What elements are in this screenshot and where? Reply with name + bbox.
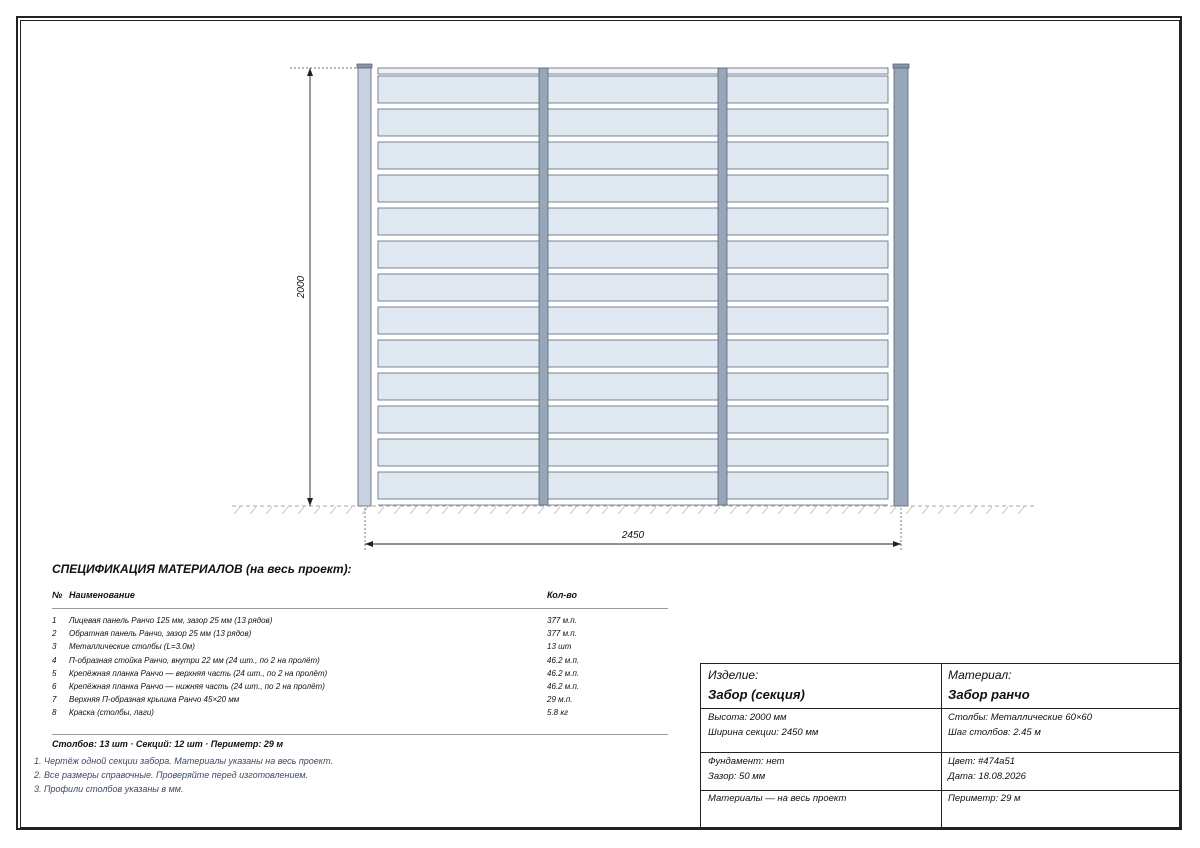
- spec-row-no: 3: [52, 642, 57, 652]
- ground-hatch: [666, 507, 672, 514]
- right-post: [894, 68, 908, 506]
- table-row: [52, 614, 668, 627]
- spec-row-qty: 13 шт: [547, 642, 572, 652]
- arrow-up-icon: [307, 68, 313, 76]
- spec-row-name: Краска (столбы, лаги): [69, 708, 154, 718]
- perimeter-value: Периметр: 29 м: [948, 793, 1021, 804]
- ground-hatch: [810, 507, 816, 514]
- spec-row-no: 7: [52, 695, 57, 705]
- note-item: 3. Профили столбов указаны в мм.: [34, 784, 184, 794]
- spec-row-no: 2: [52, 629, 57, 639]
- spec-row-no: 6: [52, 681, 57, 691]
- ground-hatch: [938, 507, 944, 514]
- ground-hatch: [730, 507, 736, 514]
- ground-hatch: [554, 507, 560, 514]
- panel-board: [378, 439, 888, 466]
- panel-board: [378, 340, 888, 367]
- ground-hatch: [586, 507, 592, 514]
- ground-hatch: [954, 507, 960, 514]
- table-row: [52, 654, 668, 667]
- ground-hatch: [650, 507, 656, 514]
- ground-hatch: [922, 507, 928, 514]
- ground-hatch: [378, 507, 384, 514]
- note-item: 1. Чертёж одной секции забора. Материалы указаны на весь проект.: [34, 756, 334, 766]
- section-width-value: Ширина секции: 2450 мм: [708, 727, 819, 738]
- ground-hatch: [602, 507, 608, 514]
- posts-value: Столбы: Металлические 60×60: [948, 712, 1093, 723]
- ground-hatch: [266, 507, 272, 514]
- ground-hatch: [474, 507, 480, 514]
- spec-row-qty: 46.2 м.п.: [547, 668, 580, 678]
- vertical-stile: [539, 68, 548, 505]
- foundation-value: Фундамент: нет: [708, 756, 785, 767]
- spec-title: СПЕЦИФИКАЦИЯ МАТЕРИАЛОВ (на весь проект):: [52, 562, 352, 576]
- width-dimension-label: 2450: [621, 530, 645, 541]
- table-row: [52, 706, 668, 719]
- panel-board: [378, 142, 888, 169]
- ground-hatch: [298, 507, 304, 514]
- spec-row-name: Металлические столбы (L=3.0м): [69, 642, 195, 652]
- panel-board: [378, 406, 888, 433]
- top-rail: [378, 68, 888, 74]
- ground-hatch: [698, 507, 704, 514]
- ground-hatch: [234, 507, 240, 514]
- table-row: [52, 680, 668, 693]
- ground-hatch: [890, 507, 896, 514]
- ground-hatch: [346, 507, 352, 514]
- color-value: Цвет: #474a51: [948, 756, 1016, 767]
- product-value: Забор (секция): [708, 687, 805, 702]
- spec-row-qty: 46.2 м.п.: [547, 655, 580, 665]
- ground-hatch: [618, 507, 624, 514]
- vertical-stile: [718, 68, 727, 505]
- panel-board: [378, 175, 888, 202]
- spec-row-qty: 5.8 кг: [547, 708, 569, 718]
- ground-hatch: [538, 507, 544, 514]
- spec-row-no: 5: [52, 668, 57, 678]
- spec-row-name: Крепёжная планка Ранчо — нижняя часть (24 шт., по 2 на пролёт): [69, 681, 325, 691]
- ground-hatch: [410, 507, 416, 514]
- ground-hatch: [1018, 507, 1024, 514]
- spec-row-no: 1: [52, 616, 57, 625]
- spec-header-no: №: [52, 590, 63, 600]
- table-row: [52, 627, 668, 640]
- drawing-notes: [34, 754, 333, 796]
- product-label: Изделие:: [708, 668, 759, 682]
- ground-hatch: [986, 507, 992, 514]
- panel-board: [378, 208, 888, 235]
- arrow-right-icon: [893, 541, 901, 547]
- ground-hatch: [330, 507, 336, 514]
- spec-row-name: Верхняя П-образная крышка Ранчо 45×20 мм: [69, 695, 240, 705]
- ground-hatch: [714, 507, 720, 514]
- arrow-down-icon: [307, 498, 313, 506]
- ground-hatch: [426, 507, 432, 514]
- ground-hatch: [746, 507, 752, 514]
- table-row: [52, 640, 668, 653]
- spec-row-name: Крепёжная планка Ранчо — верхняя часть (24 шт., по 2 на пролёт): [69, 668, 328, 678]
- ground-hatch: [970, 507, 976, 514]
- ground-hatch: [906, 507, 912, 514]
- panel-board: [378, 373, 888, 400]
- title-block: [700, 663, 1180, 828]
- spec-header-row: [52, 590, 668, 609]
- gap-value: Зазор: 50 мм: [708, 771, 766, 782]
- materials-specification: [52, 562, 668, 749]
- materials-note: Материалы — на весь проект: [708, 793, 847, 804]
- panel-board: [378, 274, 888, 301]
- panel-board: [378, 76, 888, 103]
- ground-hatch: [570, 507, 576, 514]
- ground-hatch: [762, 507, 768, 514]
- note-item: 2. Все размеры справочные. Проверяйте перед изготовлением.: [34, 770, 309, 780]
- ground-hatch: [490, 507, 496, 514]
- spec-row-name: Лицевая панель Ранчо 125 мм, зазор 25 мм (13 рядов): [69, 616, 273, 625]
- arrow-left-icon: [365, 541, 373, 547]
- ground-hatch: [682, 507, 688, 514]
- post-step-value: Шаг столбов: 2.45 м: [948, 727, 1041, 738]
- panel-board: [378, 472, 888, 499]
- title-block-divider: [941, 664, 942, 827]
- ground-hatch: [314, 507, 320, 514]
- spec-row-qty: 46.2 м.п.: [547, 681, 580, 691]
- post-cap: [357, 64, 372, 68]
- panel-board: [378, 307, 888, 334]
- panel-board: [378, 241, 888, 268]
- ground-line: [232, 506, 1034, 514]
- ground-hatch: [778, 507, 784, 514]
- ground-hatch: [282, 507, 288, 514]
- ground-hatch: [826, 507, 832, 514]
- material-label: Материал:: [948, 668, 1012, 682]
- post-cap: [893, 64, 909, 68]
- material-value: Забор ранчо: [948, 687, 1030, 702]
- ground-hatch: [874, 507, 880, 514]
- spec-row-name: Обратная панель Ранчо, зазор 25 мм (13 рядов): [69, 629, 252, 639]
- date-value: Дата: 18.08.2026: [948, 771, 1026, 782]
- spec-row-no: 4: [52, 655, 57, 665]
- ground-hatch: [394, 507, 400, 514]
- ground-hatch: [250, 507, 256, 514]
- spec-row-name: П-образная стойка Ранчо, внутри 22 мм (24 шт., по 2 на пролёт): [69, 655, 320, 665]
- spec-row-qty: 377 м.п.: [547, 629, 577, 639]
- ground-hatch: [794, 507, 800, 514]
- spec-header-qty: Кол-во: [547, 590, 577, 600]
- height-dimension-label: 2000: [296, 275, 307, 299]
- title-block-divider: [701, 790, 1179, 791]
- ground-hatch: [442, 507, 448, 514]
- ground-hatch: [634, 507, 640, 514]
- left-post: [358, 68, 371, 506]
- ground-hatch: [522, 507, 528, 514]
- fence-panels: [378, 68, 888, 505]
- ground-hatch: [458, 507, 464, 514]
- spec-row-qty: 29 м.п.: [547, 695, 573, 705]
- spec-header-name: Наименование: [69, 590, 135, 600]
- spec-total: Столбов: 13 шт · Секций: 12 шт · Периметр: 29 м: [52, 734, 668, 749]
- table-row: [52, 667, 668, 680]
- panel-board: [378, 109, 888, 136]
- height-value: Высота: 2000 мм: [708, 712, 787, 723]
- ground-hatch: [506, 507, 512, 514]
- ground-hatch: [842, 507, 848, 514]
- spec-row-no: 8: [52, 708, 57, 718]
- ground-hatch: [858, 507, 864, 514]
- title-block-divider: [701, 708, 1179, 709]
- table-row: [52, 693, 668, 706]
- spec-row-qty: 377 м.п.: [547, 616, 577, 625]
- ground-hatch: [1002, 507, 1008, 514]
- title-block-divider: [701, 752, 1179, 753]
